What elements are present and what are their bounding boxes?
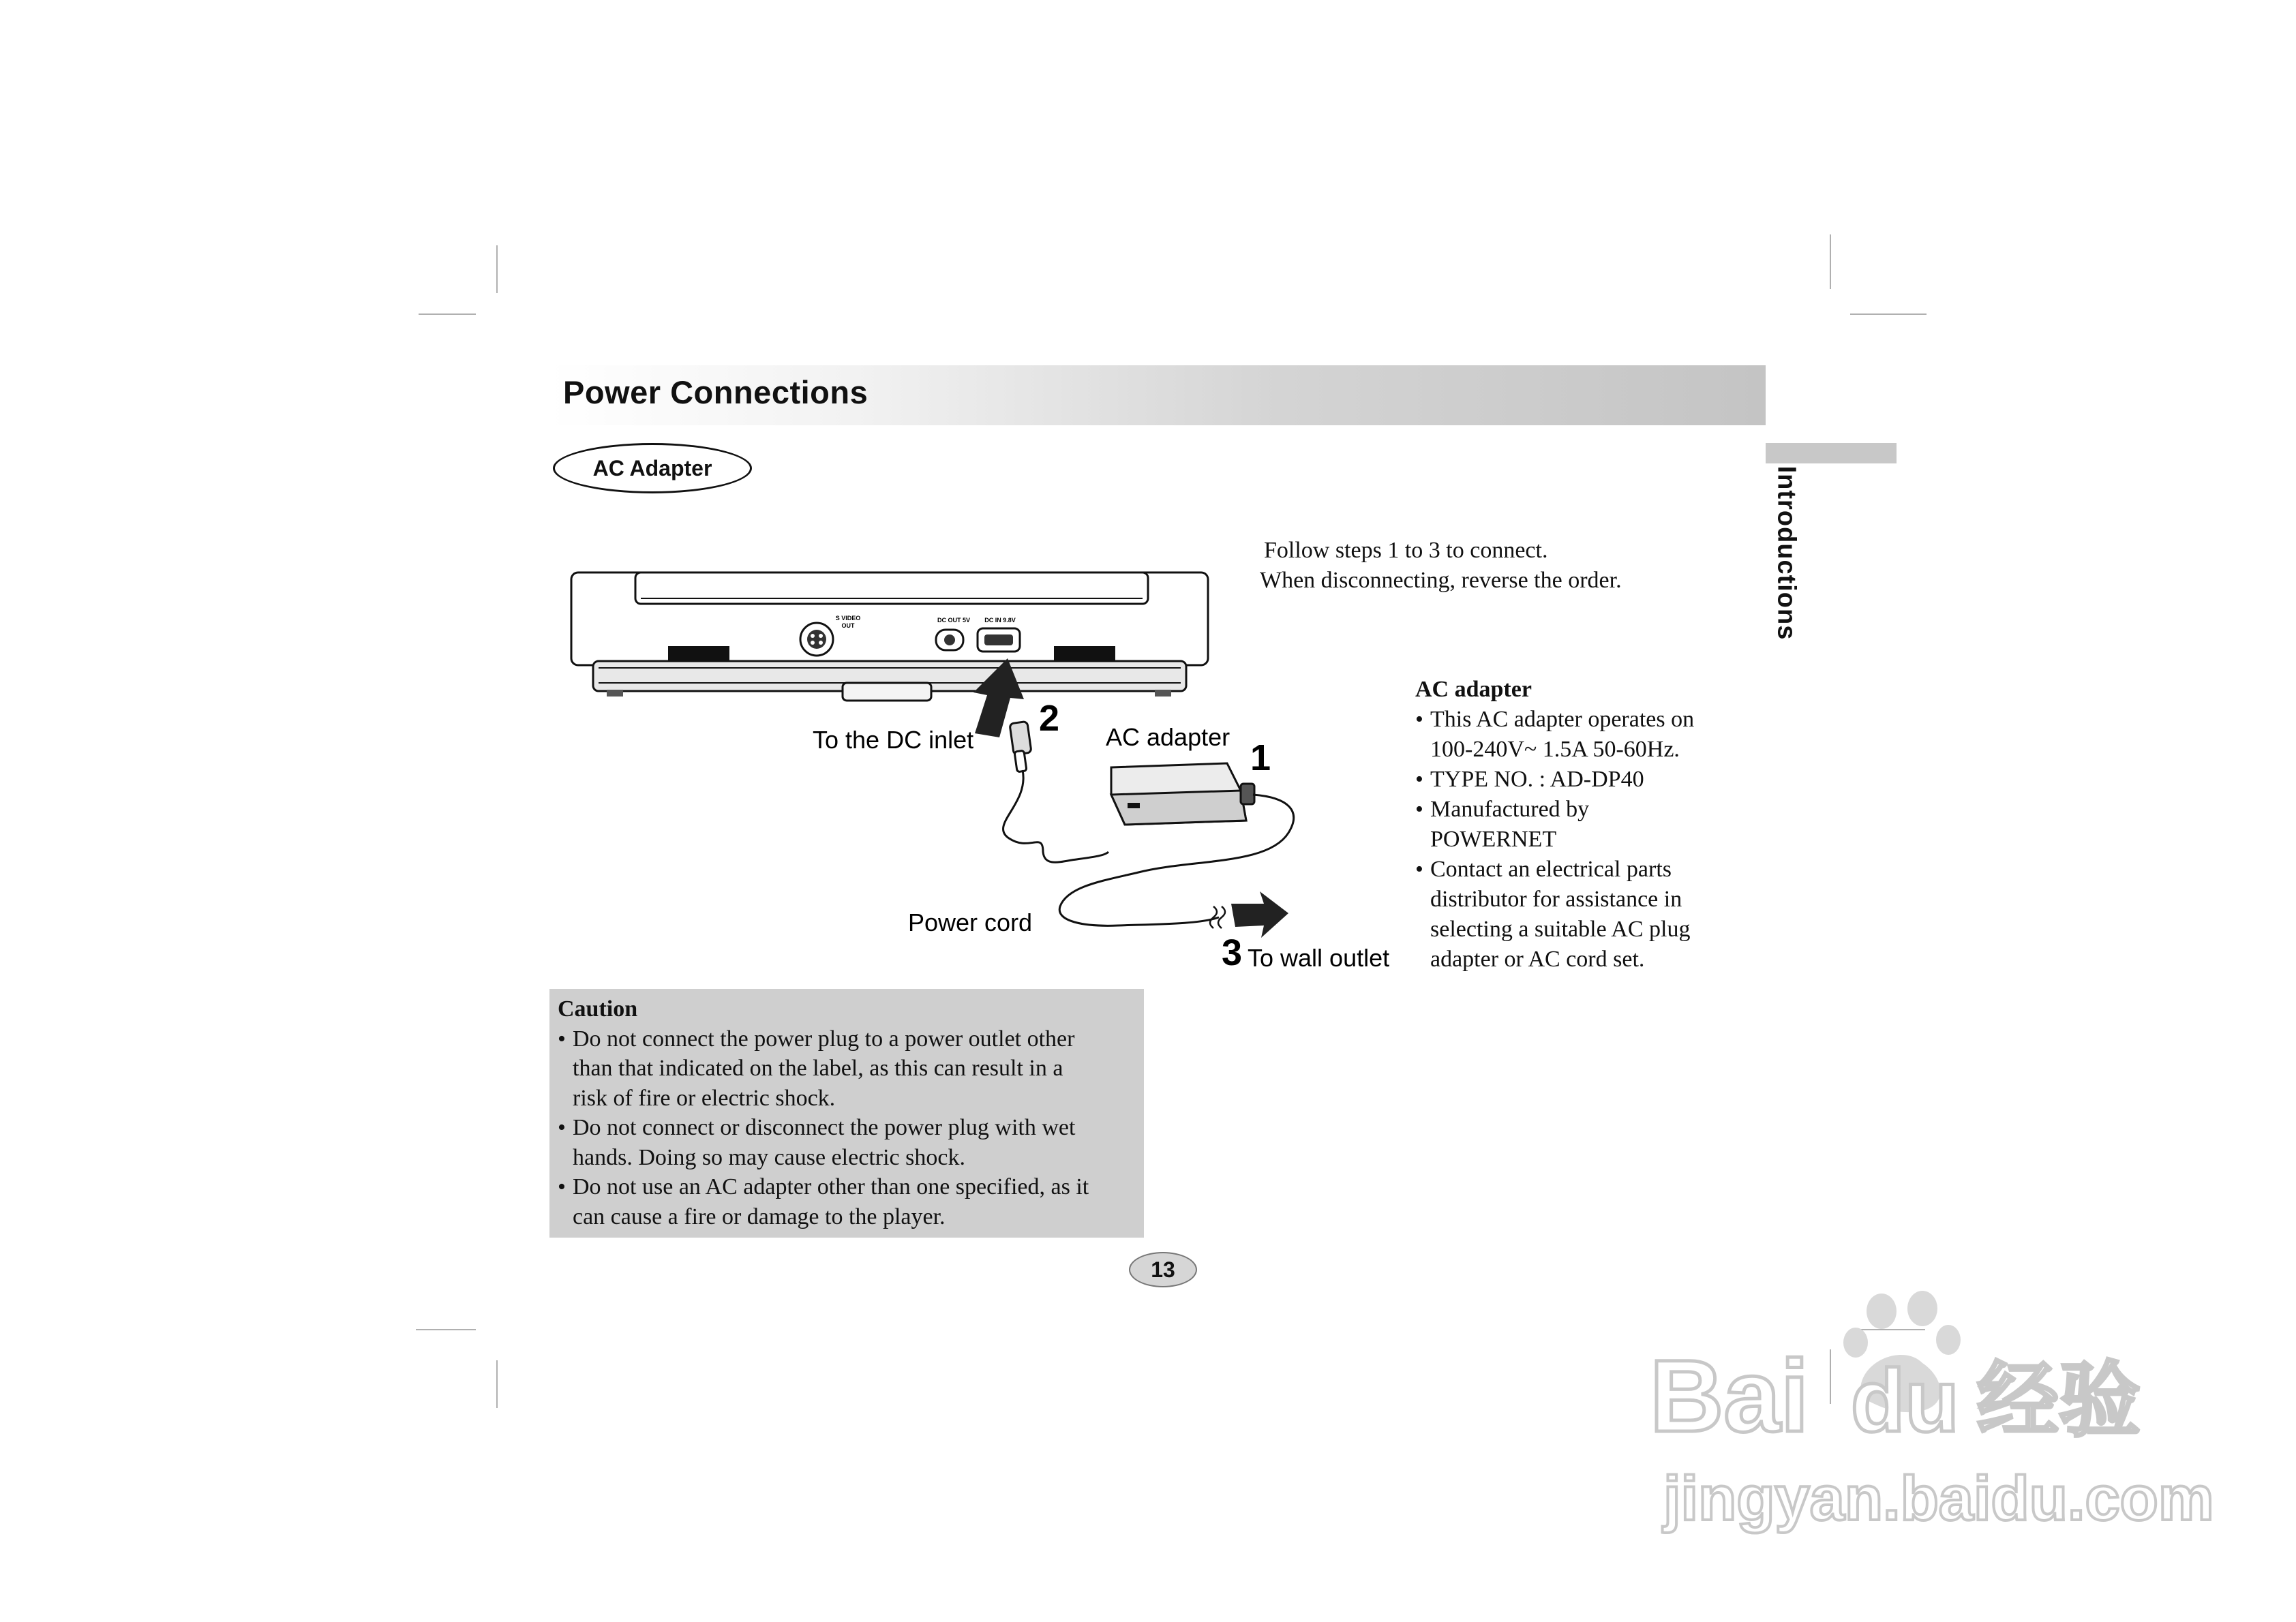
list-item [1415, 705, 1770, 765]
watermark-url: jingyan.baidu.com [1663, 1464, 2214, 1533]
section-pill [553, 443, 752, 493]
list-item-line: can cause a fire or damage to the player. [573, 1204, 946, 1229]
label-power-cord: Power cord [908, 908, 1033, 936]
label-to-dc-inlet: To the DC inlet [813, 726, 974, 754]
list-item-line: • This AC adapter operates on [1430, 707, 1695, 732]
panel-label-s-video: S VIDEO [835, 615, 861, 622]
label-to-wall-outlet: To wall outlet [1248, 944, 1390, 972]
list-item-line: distributor for assistance in [1430, 887, 1682, 912]
list-item [1415, 765, 1770, 795]
crop-mark [1830, 234, 1831, 289]
list-item-line: 100-240V~ 1.5A 50-60Hz. [1430, 737, 1680, 762]
caution-box [549, 989, 1144, 1238]
step-1-number: 1 [1250, 737, 1271, 778]
list-item-line: • Do not connect the power plug to a power outlet other [573, 1026, 1075, 1052]
caution-list [558, 1024, 1137, 1232]
crop-mark [496, 1360, 498, 1408]
adapter-info-list [1415, 705, 1770, 975]
page-number: 13 [1129, 1252, 1197, 1287]
side-tab [1766, 465, 1807, 647]
intro-line-1: Follow steps 1 to 3 to connect. [1264, 538, 1548, 563]
list-item [558, 1113, 1137, 1172]
list-item-line: than that indicated on the label, as this can result in a [573, 1056, 1063, 1081]
baidu-jingyan-watermark [1636, 1295, 2214, 1554]
list-item-line: • Contact an electrical parts [1430, 857, 1672, 882]
ac-adapter-illustration [1111, 763, 1254, 825]
list-item-line: adapter or AC cord set. [1430, 947, 1645, 972]
watermark-brand-2: du [1851, 1351, 1959, 1450]
adapter-info-heading: AC adapter [1415, 677, 1532, 702]
crop-mark [1850, 313, 1927, 315]
side-tab-bar [1766, 443, 1897, 463]
list-item [1415, 795, 1770, 855]
list-item [1415, 855, 1770, 975]
list-item-line: POWERNET [1430, 827, 1557, 852]
connection-diagram [566, 566, 1390, 988]
side-tab-label: Introductions [1772, 465, 1801, 641]
intro-line-2: When disconnecting, reverse the order. [1260, 568, 1622, 593]
crop-mark [419, 313, 476, 315]
label-ac-adapter: AC adapter [1106, 723, 1230, 751]
list-item [558, 1024, 1137, 1114]
panel-label-s-video-out: OUT [841, 622, 855, 629]
list-item-line: • TYPE NO. : AD-DP40 [1430, 767, 1644, 792]
list-item-line: • Do not use an AC adapter other than one specified, as it [573, 1174, 1089, 1199]
list-item-line: hands. Doing so may cause electric shock. [573, 1144, 965, 1170]
step-2-number: 2 [1039, 698, 1060, 739]
list-item-line: selecting a suitable AC plug [1430, 917, 1691, 942]
adapter-info [1415, 675, 1770, 975]
dc-plug-illustration [1010, 721, 1031, 771]
caution-heading: Caution [558, 996, 638, 1022]
dc-cord [1003, 770, 1108, 862]
wall-outlet-arrow-icon [1231, 891, 1288, 938]
section-pill-label: AC Adapter [592, 455, 712, 480]
list-item [558, 1172, 1137, 1231]
crop-mark [416, 1329, 476, 1330]
step-3-number: 3 [1222, 932, 1243, 973]
crop-mark [496, 245, 498, 293]
watermark-brand: Bai [1650, 1338, 1809, 1453]
intro-text [1260, 536, 1703, 596]
page-title: Power Connections [563, 374, 868, 410]
watermark-cn: 经验 [1977, 1353, 2141, 1448]
list-item-line: • Manufactured by [1430, 797, 1590, 822]
panel-label-dc-in: DC IN 9.8V [984, 617, 1016, 624]
list-item-line: risk of fire or electric shock. [573, 1085, 836, 1111]
list-item-line: • Do not connect or disconnect the power plug with wet [573, 1115, 1076, 1140]
panel-label-dc-out: DC OUT 5V [937, 617, 971, 624]
player-rear-illustration [571, 572, 1208, 701]
